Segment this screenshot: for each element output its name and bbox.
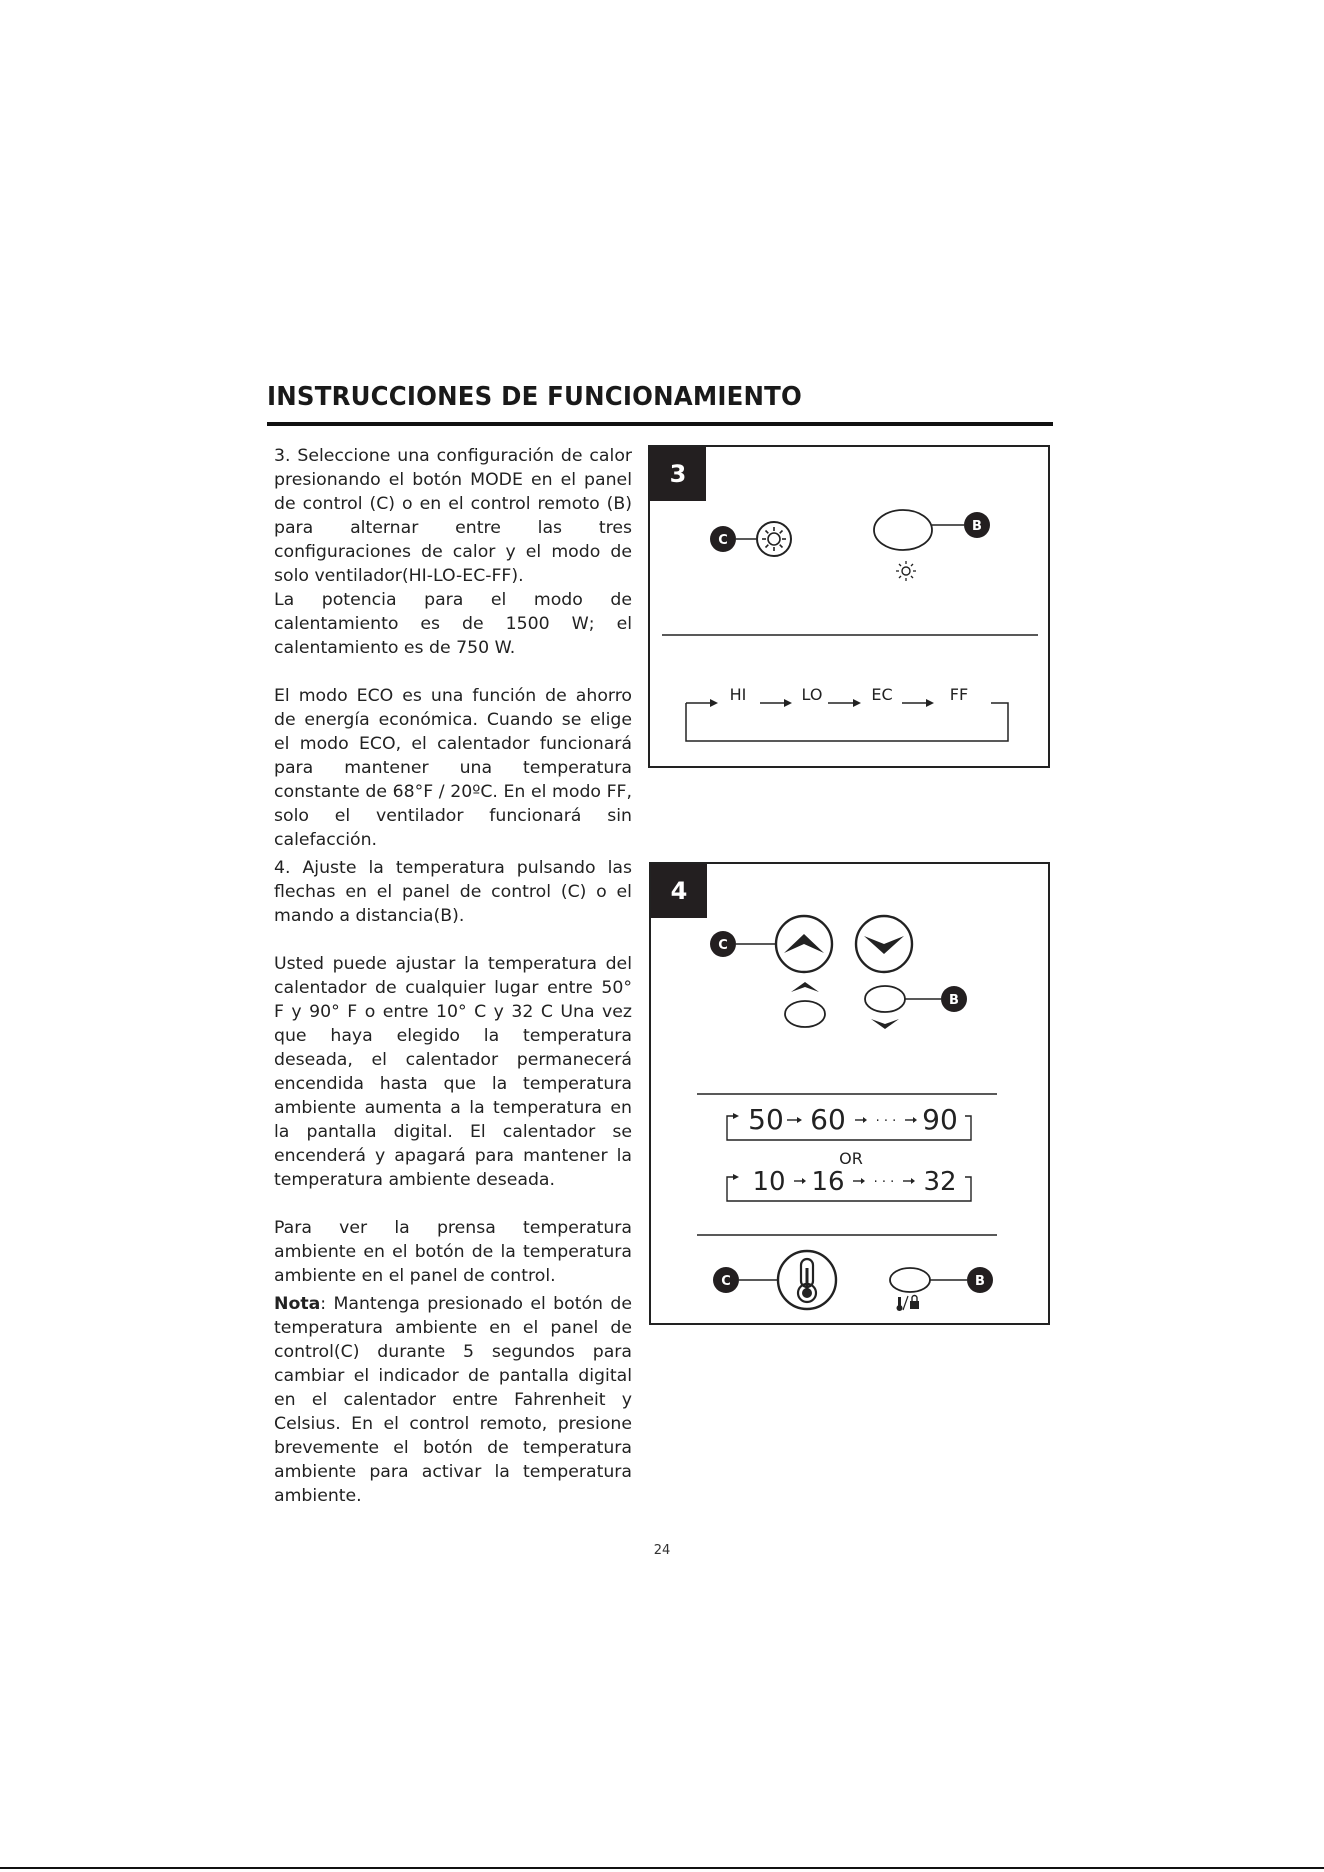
arrow-head <box>733 1113 739 1119</box>
figure-3-drawing <box>650 447 1048 766</box>
spacer <box>274 928 632 952</box>
fahrenheit-min: 50 <box>748 1103 784 1136</box>
arrow-head <box>802 1178 806 1184</box>
fahrenheit-mid: 60 <box>810 1103 846 1136</box>
down-arrow-icon <box>864 936 904 954</box>
c-marker-label: C <box>718 533 728 548</box>
celsius-max: 32 <box>923 1167 957 1197</box>
spacer <box>274 1192 632 1216</box>
arrow-head <box>797 1117 802 1123</box>
lock-icon <box>910 1301 919 1309</box>
remote-room-temperature-button[interactable] <box>890 1268 930 1292</box>
instructions-text <box>274 444 632 1508</box>
mode-cycle-diagram <box>686 703 1008 741</box>
mode-hi: HI <box>729 685 747 704</box>
fahrenheit-max: 90 <box>922 1103 958 1136</box>
figure-4-number: 4 <box>651 864 707 918</box>
mode-ff: FF <box>949 685 969 704</box>
celsius-mid: 16 <box>811 1167 845 1197</box>
bottom-edge-rule <box>0 1867 1324 1869</box>
step4-paragraph-2: Usted puede ajustar la temperatura del calentador de cualquier lugar entre 50° F y 90° F o entre 10° C y 32 C Una vez que haya elegido la temperatura deseada, el calentador permanecerá encendida hasta que la temperatura ambiente aumenta a la temperatura en la pantalla digital. El calentador se encenderá y apagará para mantener la temperatura ambiente deseada. <box>274 954 632 1190</box>
nota-text: : Mantenga presionado el botón de temperatura ambiente en el panel de control(C) durante 5 segundos para cambiar el indicador de pantalla digital en el calentador entre Fahrenheit y Celsius. En el control remoto, presione brevemente el botón de temperatura ambiente para activar la temperatura ambiente. <box>274 1294 632 1506</box>
sun-small-icon <box>896 561 916 581</box>
celsius-min: 10 <box>752 1167 786 1197</box>
figure-4 <box>649 862 1050 1325</box>
panel-room-temperature-button[interactable] <box>778 1251 836 1309</box>
nota-label: Nota <box>274 1294 321 1314</box>
remote-mode-button[interactable] <box>874 510 932 550</box>
figure-4-drawing <box>651 864 1048 1323</box>
range-dots: · · · <box>875 1114 897 1129</box>
step3-paragraph-2: La potencia para el modo de calentamiento es de 1500 W; el calentamiento es de 750 W. <box>274 590 632 658</box>
title-rule <box>267 422 1053 426</box>
panel-up-button[interactable] <box>776 916 832 972</box>
page-title: INSTRUCCIONES DE FUNCIONAMIENTO <box>267 382 802 412</box>
c-marker-label: C <box>721 1274 731 1289</box>
mode-lo: LO <box>801 685 823 704</box>
arrow-head <box>911 1178 915 1184</box>
figure-3-number: 3 <box>650 447 706 501</box>
thermometer-lock-icon <box>897 1296 920 1312</box>
step3-paragraph-3: El modo ECO es una función de ahorro de energía económica. Cuando se elige el modo ECO, el calentador funcionará para mantener una temperatura constante de 68°F / 20ºC. En el modo FF, solo el ventilador funcionará sin calefacción. <box>274 686 632 850</box>
step3-paragraph-1: 3. Seleccione una configuración de calor presionando el botón MODE en el panel de control (C) o en el control remoto (B) para alternar entre las tres configuraciones de calor y el modo de solo ventilador(HI-LO-EC-FF). <box>274 446 632 586</box>
figure-3 <box>648 445 1050 768</box>
step4-paragraph-3: Para ver la prensa temperatura ambiente en el botón de la temperatura ambiente en el panel de control. <box>274 1218 632 1286</box>
c-marker-label: C <box>718 938 728 953</box>
b-marker-label: B <box>975 1274 985 1289</box>
remote-down-button[interactable] <box>865 986 905 1029</box>
sun-icon <box>757 522 791 556</box>
arrow-head <box>863 1117 867 1123</box>
b-marker-label: B <box>949 993 959 1008</box>
nota-paragraph <box>274 1292 632 1508</box>
b-marker-label: B <box>972 519 982 534</box>
page-number: 24 <box>653 1543 671 1558</box>
panel-down-button[interactable] <box>856 916 912 972</box>
step4-paragraph-1: 4. Ajuste la temperatura pulsando las flechas en el panel de control (C) o el mando a distancia(B). <box>274 858 632 926</box>
up-arrow-icon <box>784 934 824 953</box>
remote-up-button[interactable] <box>785 982 825 1027</box>
arrow-head <box>861 1178 865 1184</box>
arrow-head <box>913 1117 917 1123</box>
arrow-head <box>733 1174 739 1180</box>
spacer <box>274 660 632 684</box>
range-dots: · · · <box>873 1175 895 1190</box>
mode-ec: EC <box>871 685 893 704</box>
thermometer-icon <box>798 1259 816 1302</box>
up-arrow-icon <box>791 982 819 992</box>
down-arrow-icon <box>871 1019 899 1029</box>
or-label: OR <box>839 1149 863 1168</box>
